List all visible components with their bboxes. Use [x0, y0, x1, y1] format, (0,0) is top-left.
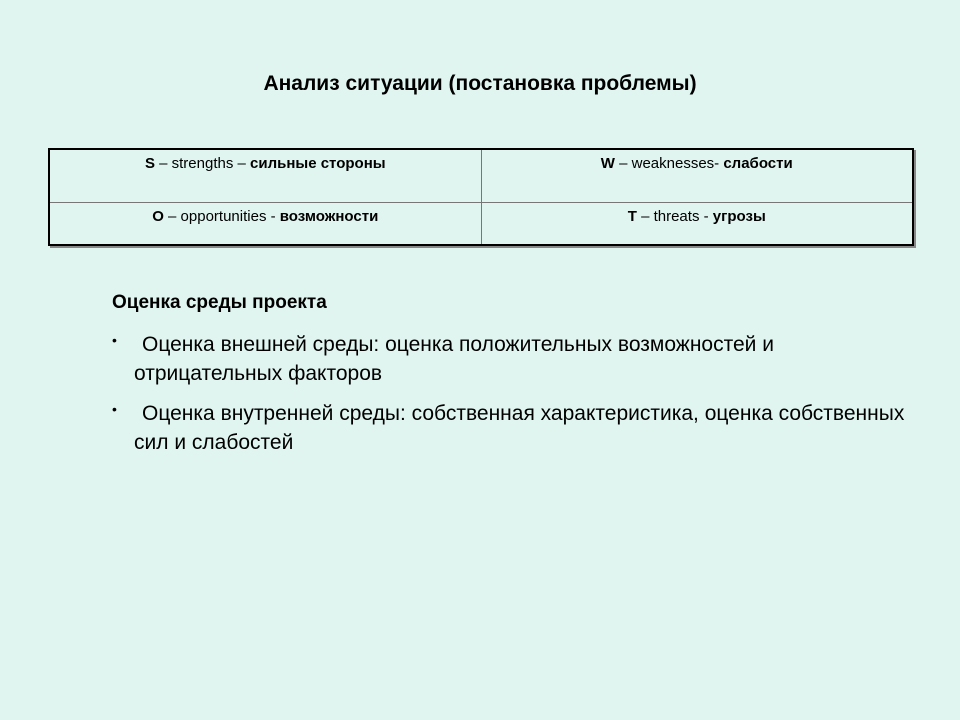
list-item	[112, 330, 912, 388]
strengths-letter: S	[144, 155, 155, 172]
swot-row	[49, 149, 913, 203]
weaknesses-letter: W	[600, 155, 615, 172]
list-item-text: Оценка внутренней среды: собственная характеристика, оценка собственных сил и слабостей	[134, 402, 905, 454]
bullet-icon: •	[112, 332, 117, 348]
weaknesses-ru: слабости	[723, 155, 793, 172]
threats-en: – threats -	[636, 208, 713, 225]
section-title: Оценка среды проекта	[112, 292, 327, 313]
list-item-text: Оценка внешней среды: оценка положительных возможностей и отрицательных факторов	[134, 333, 774, 385]
swot-cell-strengths	[49, 149, 481, 203]
threats-ru: угрозы	[712, 208, 766, 225]
threats-letter: T	[627, 208, 637, 225]
slide-title: Анализ ситуации (постановка проблемы)	[263, 72, 697, 95]
swot-cell-threats	[481, 203, 913, 246]
assessment-section	[112, 292, 912, 468]
swot-cell-weaknesses	[481, 149, 913, 203]
swot-table	[48, 148, 914, 246]
opportunities-ru: возможности	[279, 208, 379, 225]
strengths-ru: сильные стороны	[250, 155, 386, 172]
swot-cell-opportunities	[49, 203, 481, 246]
bullet-icon: •	[112, 401, 117, 417]
swot-row	[49, 203, 913, 246]
strengths-en: – strengths –	[154, 155, 251, 172]
opportunities-letter: O	[152, 208, 164, 225]
weaknesses-en: – weaknesses-	[614, 155, 724, 172]
opportunities-en: – opportunities -	[163, 208, 280, 225]
list-item	[112, 399, 912, 457]
